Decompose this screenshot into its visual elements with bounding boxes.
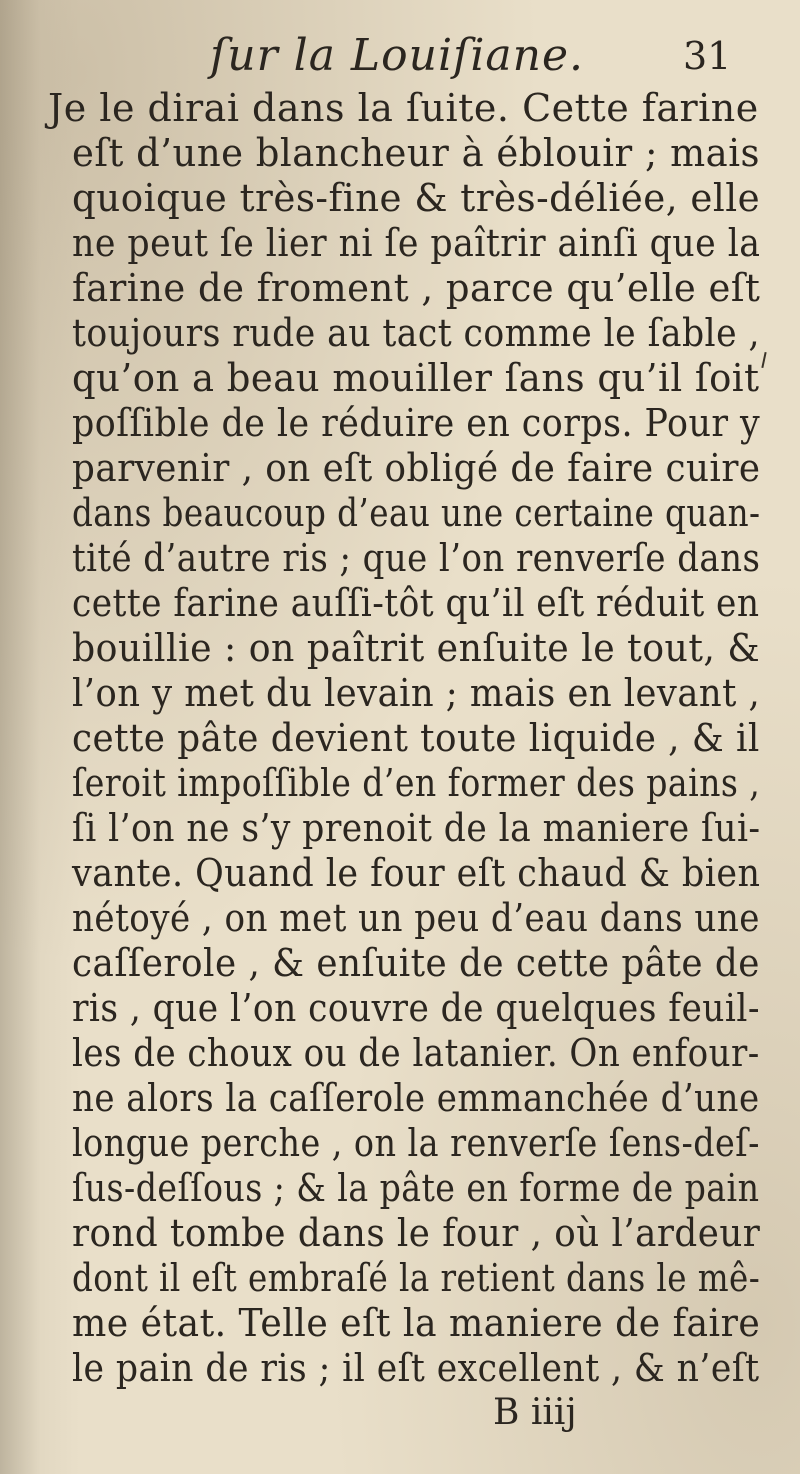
signature-mark: B iiij xyxy=(493,1392,577,1433)
page-header xyxy=(0,22,800,81)
text-line: caſſerole , & enſuite de cette pâte de xyxy=(72,941,760,985)
text-line: longue perche , on la renverſe ſens-deſ- xyxy=(72,1121,760,1165)
text-line: quoique très-fine & très-déliée, elle xyxy=(72,176,761,220)
text-line: vante. Quand le four eſt chaud & bien xyxy=(72,851,761,895)
text-line: poſſible de le réduire en corps. Pour y xyxy=(72,401,761,445)
text-line: cette pâte devient toute liquide , & il xyxy=(72,716,760,760)
text-line: ſi l’on ne s’y prenoit de la maniere ſui- xyxy=(72,806,761,850)
text-line: nétoyé , on met un peu d’eau dans une xyxy=(72,896,760,940)
text-line: Je le dirai dans la ſuite. Cette farine xyxy=(48,86,759,130)
text-line: dont il eſt embraſé la retient dans le mê- xyxy=(72,1256,761,1300)
text-line: bouillie : on paîtrit enſuite le tout, & xyxy=(72,626,761,670)
page-number: 31 xyxy=(683,34,732,78)
text-line: farine de froment , parce qu’elle eſt xyxy=(72,266,761,310)
text-line: ſus-deſſous ; & la pâte en forme de pain xyxy=(72,1166,760,1210)
text-line: ne peut ſe lier ni ſe paîtrir ainſi que la xyxy=(72,221,761,265)
text-line: dans beaucoup d’eau une certaine quan- xyxy=(72,491,761,535)
margin-mark xyxy=(761,352,766,368)
text-line: ſeroit impoſſible d’en former des pains , xyxy=(72,761,761,805)
text-line: me état. Telle eſt la maniere de faire xyxy=(72,1301,761,1345)
text-line: toujours rude au tact comme le ſable , xyxy=(72,311,760,355)
running-title: ſur la Louiſiane. xyxy=(210,30,585,81)
text-line: ne alors la caſſerole emmanchée d’une xyxy=(72,1076,760,1120)
text-line: parvenir , on eſt obligé de faire cuire xyxy=(72,446,761,490)
text-line: qu’on a beau mouiller ſans qu’il ſoit xyxy=(72,356,760,400)
text-line: le pain de ris ; il eſt excellent , & n’eſt xyxy=(72,1346,760,1390)
text-line: rond tombe dans le four , où l’ardeur xyxy=(72,1211,761,1255)
text-line: eſt d’une blancheur à éblouir ; mais xyxy=(72,131,760,175)
text-line: tité d’autre ris ; que l’on renverſe dans xyxy=(72,536,761,580)
text-line: les de choux ou de latanier. On enfour- xyxy=(72,1031,760,1075)
text-line: cette farine auſſi-tôt qu’il eſt réduit en xyxy=(72,581,760,625)
text-line: l’on y met du levain ; mais en levant , xyxy=(72,671,761,715)
text-line: ris , que l’on couvre de quelques feuil- xyxy=(72,986,760,1030)
